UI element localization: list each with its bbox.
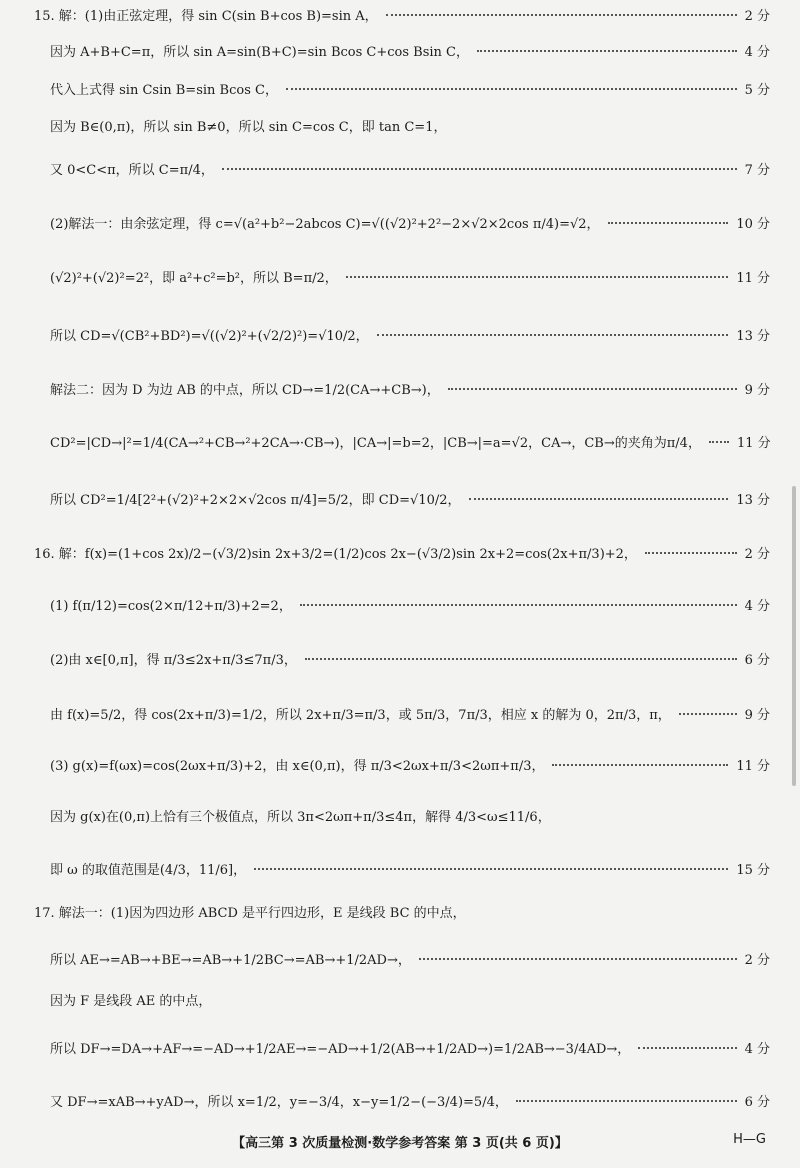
- solution-line: [34, 905, 770, 923]
- dot-leader: [419, 957, 737, 960]
- solution-text: 因为 A+B+C=π，所以 sin A=sin(B+C)=sin Bcos C+cos Bsin C，: [50, 45, 470, 60]
- dot-leader: [448, 387, 737, 390]
- solution-text: (2)由 x∈[0,π]，得 π/3≤2x+π/3≤7π/3，: [50, 653, 297, 668]
- solution-line: [50, 435, 770, 453]
- score-label: 2 分: [744, 547, 770, 562]
- solution-line: [50, 707, 770, 725]
- solution-text: CD²=|CD→|²=1/4(CA→²+CB→²+2CA→·CB→)，|CA→|=b=2，|CB→|=a=√2，CA→，CB→的夹角为π/4，: [50, 436, 701, 451]
- score-label: 9 分: [744, 708, 770, 723]
- solution-text: 解法二：因为 D 为边 AB 的中点，所以 CD→=1/2(CA→+CB→)，: [50, 383, 440, 398]
- scrollbar[interactable]: [792, 486, 796, 786]
- dot-leader: [552, 763, 728, 766]
- solution-line: [50, 598, 770, 616]
- solution-line: [34, 8, 770, 26]
- dot-leader: [469, 497, 729, 500]
- score-label: 4 分: [744, 1042, 770, 1057]
- dot-leader: [300, 603, 737, 606]
- solution-text: 15. 解：(1)由正弦定理，得 sin C(sin B+cos B)=sin A，: [34, 9, 378, 24]
- solution-line: [50, 216, 770, 234]
- score-label: 13 分: [736, 329, 770, 344]
- dot-leader: [516, 1099, 737, 1102]
- score-label: 5 分: [744, 83, 770, 98]
- score-label: 2 分: [744, 953, 770, 968]
- page-footer: 【高三第 3 次质量检测·数学参考答案 第 3 页(共 6 页)】: [232, 1136, 568, 1151]
- dot-leader: [305, 657, 737, 660]
- solution-text: (√2)²+(√2)²=2²，即 a²+c²=b²，所以 B=π/2，: [50, 271, 338, 286]
- dot-leader: [377, 333, 729, 336]
- solution-text: 所以 DF→=DA→+AF→=−AD→+1/2AE→=−AD→+1/2(AB→+1/2AD→)=1/2AB→−3/4AD→，: [50, 1042, 631, 1057]
- score-label: 2 分: [744, 9, 770, 24]
- solution-line: [50, 1094, 770, 1112]
- solution-text: (3) g(x)=f(ωx)=cos(2ωx+π/3)+2，由 x∈(0,π)，得 π/3<2ωx+π/3<2ωπ+π/3，: [50, 759, 545, 774]
- solution-text: 所以 CD²=1/4[2²+(√2)²+2×2×√2cos π/4]=5/2，即 CD=√10/2，: [50, 493, 461, 508]
- score-label: 7 分: [744, 163, 770, 178]
- score-label: 10 分: [736, 217, 770, 232]
- solution-line: [50, 758, 770, 776]
- solution-line: [50, 993, 770, 1011]
- solution-text: 因为 F 是线段 AE 的中点，: [50, 994, 212, 1009]
- solution-line: [50, 82, 770, 100]
- score-label: 11 分: [736, 271, 770, 286]
- solution-line: [50, 382, 770, 400]
- solution-text: 因为 g(x)在(0,π)上恰有三个极值点，所以 3π<2ωπ+π/3≤4π，解得 4/3<ω≤11/6，: [50, 810, 551, 825]
- solution-text: 17. 解法一：(1)因为四边形 ABCD 是平行四边形，E 是线段 BC 的中点，: [34, 906, 466, 921]
- score-label: 13 分: [736, 493, 770, 508]
- dot-leader: [254, 867, 728, 870]
- dot-leader: [645, 551, 737, 554]
- solution-line: [50, 328, 770, 346]
- solution-text: 又 0<C<π，所以 C=π/4，: [50, 163, 214, 178]
- solution-line: [50, 270, 770, 288]
- score-label: 11 分: [736, 759, 770, 774]
- solution-text: (2)解法一：由余弦定理，得 c=√(a²+b²−2abcos C)=√((√2)²+2²−2×√2×2cos π/4)=√2，: [50, 217, 600, 232]
- solution-line: [50, 162, 770, 180]
- solution-text: 即 ω 的取值范围是(4/3，11/6]，: [50, 863, 247, 878]
- solution-line: [50, 652, 770, 670]
- solution-line: [34, 546, 770, 564]
- solution-line: [50, 492, 770, 510]
- solution-text: 所以 AE→=AB→+BE→=AB→+1/2BC→=AB→+1/2AD→，: [50, 953, 411, 968]
- solution-line: [50, 809, 770, 827]
- solution-text: 所以 CD=√(CB²+BD²)=√((√2)²+(√2/2)²)=√10/2，: [50, 329, 369, 344]
- dot-leader: [709, 440, 729, 443]
- dot-leader: [286, 87, 737, 90]
- solution-text: 又 DF→=xAB→+yAD→，所以 x=1/2，y=−3/4，x−y=1/2−(−3/4)=5/4，: [50, 1095, 508, 1110]
- solution-line: [50, 44, 770, 62]
- dot-leader: [608, 221, 729, 224]
- score-label: 9 分: [744, 383, 770, 398]
- dot-leader: [386, 13, 737, 16]
- solution-text: 代入上式得 sin Csin B=sin Bcos C，: [50, 83, 278, 98]
- score-label: 15 分: [736, 863, 770, 878]
- dot-leader: [679, 712, 737, 715]
- solution-text: (1) f(π/12)=cos(2×π/12+π/3)+2=2，: [50, 599, 292, 614]
- score-label: 4 分: [744, 45, 770, 60]
- solution-text: 由 f(x)=5/2，得 cos(2x+π/3)=1/2，所以 2x+π/3=π/3，或 5π/3，7π/3，相应 x 的解为 0，2π/3，π，: [50, 708, 671, 723]
- solution-line: [50, 862, 770, 880]
- solution-line: [50, 119, 770, 137]
- solution-line: [50, 1041, 770, 1059]
- dot-leader: [346, 275, 729, 278]
- dot-leader: [638, 1046, 736, 1049]
- paper-code: H—G: [733, 1132, 766, 1147]
- solution-line: [50, 952, 770, 970]
- dot-leader: [222, 167, 737, 170]
- score-label: 11 分: [736, 436, 771, 451]
- score-label: 6 分: [744, 1095, 770, 1110]
- score-label: 6 分: [744, 653, 770, 668]
- solution-text: 因为 B∈(0,π)，所以 sin B≠0，所以 sin C=cos C，即 tan C=1，: [50, 120, 447, 135]
- solution-text: 16. 解：f(x)=(1+cos 2x)/2−(√3/2)sin 2x+3/2=(1/2)cos 2x−(√3/2)sin 2x+2=cos(2x+π/3)+2，: [34, 547, 637, 562]
- score-label: 4 分: [744, 599, 770, 614]
- dot-leader: [477, 49, 737, 52]
